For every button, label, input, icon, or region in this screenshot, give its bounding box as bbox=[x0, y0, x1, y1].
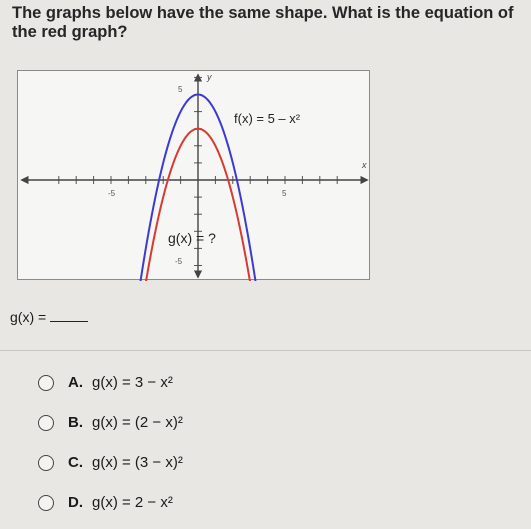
answer-row bbox=[10, 309, 88, 325]
answer-blank[interactable] bbox=[50, 309, 88, 322]
blue-curve-label: f(x) = 5 – x² bbox=[234, 111, 301, 126]
choice-b-text: g(x) = (2 − x)² bbox=[92, 414, 183, 431]
choice-b[interactable] bbox=[38, 414, 183, 431]
answer-label: g(x) = bbox=[10, 309, 47, 325]
choice-c-letter: C. bbox=[68, 454, 83, 471]
graph-panel bbox=[17, 70, 370, 280]
x-axis-label: x bbox=[362, 160, 367, 170]
choice-a-text: g(x) = 3 − x² bbox=[92, 374, 173, 391]
radio-c[interactable] bbox=[38, 455, 54, 471]
choice-a-letter: A. bbox=[68, 374, 83, 391]
x-tick-label-left: -5 bbox=[108, 189, 116, 198]
radio-b[interactable] bbox=[38, 415, 54, 431]
radio-a[interactable] bbox=[38, 375, 54, 391]
choice-c[interactable] bbox=[38, 454, 183, 471]
choice-d-letter: D. bbox=[68, 494, 83, 511]
choice-b-letter: B. bbox=[68, 414, 83, 431]
y-tick-label-top: 5 bbox=[178, 85, 183, 94]
choice-d[interactable] bbox=[38, 494, 173, 511]
choice-d-text: g(x) = 2 − x² bbox=[92, 494, 173, 511]
choice-a[interactable] bbox=[38, 374, 173, 391]
graph-svg bbox=[18, 71, 371, 281]
red-curve-label: g(x) = ? bbox=[168, 230, 216, 246]
divider bbox=[0, 350, 531, 351]
choice-c-text: g(x) = (3 − x)² bbox=[92, 454, 183, 471]
y-tick-label-bottom: -5 bbox=[175, 257, 183, 266]
x-tick-label-right: 5 bbox=[282, 189, 287, 198]
question-text: The graphs below have the same shape. What is the equation of the red graph? bbox=[12, 4, 514, 41]
y-axis-label: y bbox=[207, 72, 212, 82]
radio-d[interactable] bbox=[38, 495, 54, 511]
